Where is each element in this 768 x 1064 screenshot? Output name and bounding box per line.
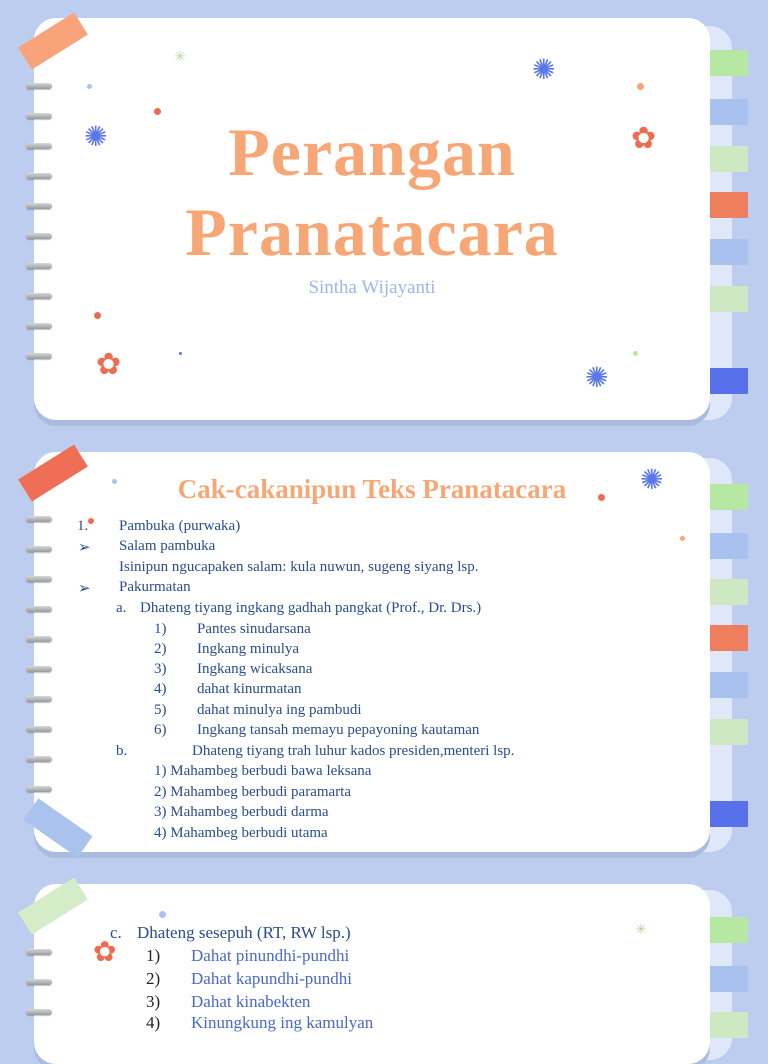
- tab-marker-green: [710, 484, 748, 510]
- list-item: Salam pambuka: [119, 538, 216, 554]
- list-item: Dhateng sesepuh (RT, RW lsp.): [137, 923, 351, 942]
- list-item: 3) Mahambeg berbudi darma: [154, 804, 329, 820]
- arrow-bullet-icon: ➢: [78, 540, 91, 556]
- list-item: Isinipun ngucapaken salam: kula nuwun, sugeng siyang lsp.: [119, 559, 479, 575]
- list-item: Dahat pinundhi-pundhi: [191, 946, 350, 965]
- arrow-bullet-icon: ➢: [78, 581, 91, 597]
- list-item: Dhateng tiyang trah luhur kados presiden,menteri lsp.: [192, 743, 515, 759]
- binder-ring: [26, 726, 52, 732]
- slide-2-title: Cak-cakanipun Teks Pranatacara: [177, 474, 567, 504]
- dot-decoration: [94, 312, 101, 319]
- list-item: Ingkang minulya: [197, 641, 300, 657]
- binder-ring: [26, 786, 52, 792]
- binder-ring: [26, 756, 52, 762]
- cover-title: [34, 112, 710, 272]
- binder-ring: [26, 949, 52, 955]
- cover-title-line-2: Pranatacara: [185, 194, 559, 270]
- list-item: Dhateng tiyang ingkang gadhah pangkat (Prof., Dr. Drs.): [140, 600, 482, 616]
- list-marker: 6): [154, 722, 167, 738]
- tab-marker-blue: [710, 533, 748, 559]
- list-item: Pambuka (purwaka): [119, 518, 241, 534]
- dot-decoration: [637, 83, 644, 90]
- tab-marker-green: [710, 286, 748, 312]
- list-marker: 5): [154, 702, 167, 718]
- flower-icon: ✺: [532, 55, 556, 86]
- sparkle-icon: ✳: [635, 923, 647, 938]
- list-marker: 3): [154, 661, 167, 677]
- tab-marker-indigo: [710, 801, 748, 827]
- binder-ring: [26, 576, 52, 582]
- dot-decoration: [87, 84, 92, 89]
- list-marker: 2): [154, 641, 167, 657]
- tab-marker-indigo: [710, 368, 748, 394]
- tab-marker-green: [710, 50, 748, 76]
- binder-ring: [26, 1009, 52, 1015]
- list-marker: b.: [116, 743, 128, 759]
- tab-marker-green: [710, 917, 748, 943]
- binder-ring: [26, 546, 52, 552]
- tab-marker-green: [710, 579, 748, 605]
- cover-title-line-1: Perangan: [228, 114, 516, 190]
- list-item: Dahat kapundhi-pundhi: [191, 969, 352, 988]
- tab-marker-green: [710, 719, 748, 745]
- flower-icon: ✺: [640, 465, 664, 496]
- tab-marker-green: [710, 1012, 748, 1038]
- sparkle-icon: ✳: [174, 50, 186, 65]
- slide-3-content: [34, 884, 710, 1064]
- list-marker: 1): [154, 621, 167, 637]
- list-item: Pakurmatan: [119, 579, 191, 595]
- list-item: 2) Mahambeg berbudi paramarta: [154, 784, 351, 800]
- dot-decoration: [159, 911, 166, 918]
- tab-marker-orange: [710, 625, 748, 651]
- list-marker: 4): [146, 1013, 161, 1032]
- tab-marker-orange: [710, 192, 748, 218]
- list-item: Dahat kinabekten: [191, 992, 311, 1011]
- tab-marker-blue: [710, 99, 748, 125]
- binder-ring: [26, 666, 52, 672]
- binder-ring: [26, 696, 52, 702]
- tab-marker-blue: [710, 966, 748, 992]
- binder-ring: [26, 979, 52, 985]
- flower-icon: ✿: [93, 937, 117, 968]
- list-marker: 1.: [77, 518, 89, 534]
- dot-decoration: [633, 351, 638, 356]
- binder-ring: [26, 83, 52, 89]
- author-name: Sintha Wijayanti: [308, 277, 436, 298]
- slide-2-content: [34, 452, 710, 852]
- list-item: dahat minulya ing pambudi: [197, 702, 362, 718]
- flower-icon: ✺: [585, 363, 609, 394]
- list-marker: 2): [146, 969, 161, 988]
- list-item: dahat kinurmatan: [197, 681, 302, 697]
- list-item: 4) Mahambeg berbudi utama: [154, 825, 328, 841]
- flower-icon: ✿: [631, 122, 657, 155]
- list-item: Ingkang tansah memayu pepayoning kautaman: [197, 722, 480, 738]
- list-marker: 1): [146, 946, 161, 965]
- list-item: Ingkang wicaksana: [197, 661, 313, 677]
- list-item: 1) Mahambeg berbudi bawa leksana: [154, 763, 372, 779]
- flower-icon: ✿: [96, 348, 122, 381]
- list-item: Pantes sinudarsana: [197, 621, 311, 637]
- binder-ring: [26, 636, 52, 642]
- list-marker: 4): [154, 681, 167, 697]
- list-marker: c.: [110, 923, 122, 942]
- list-marker: a.: [116, 600, 127, 616]
- dot-decoration: [179, 352, 182, 355]
- flower-icon: ✺: [84, 122, 108, 153]
- binder-ring: [26, 606, 52, 612]
- dot-decoration: [680, 536, 685, 541]
- binder-ring: [26, 353, 52, 359]
- tab-marker-blue: [710, 672, 748, 698]
- tab-marker-blue: [710, 239, 748, 265]
- list-item: Kinungkung ing kamulyan: [191, 1013, 374, 1032]
- list-marker: 3): [146, 992, 161, 1011]
- binder-ring: [26, 516, 52, 522]
- tab-marker-green: [710, 146, 748, 172]
- dot-decoration: [88, 518, 94, 524]
- binder-ring: [26, 323, 52, 329]
